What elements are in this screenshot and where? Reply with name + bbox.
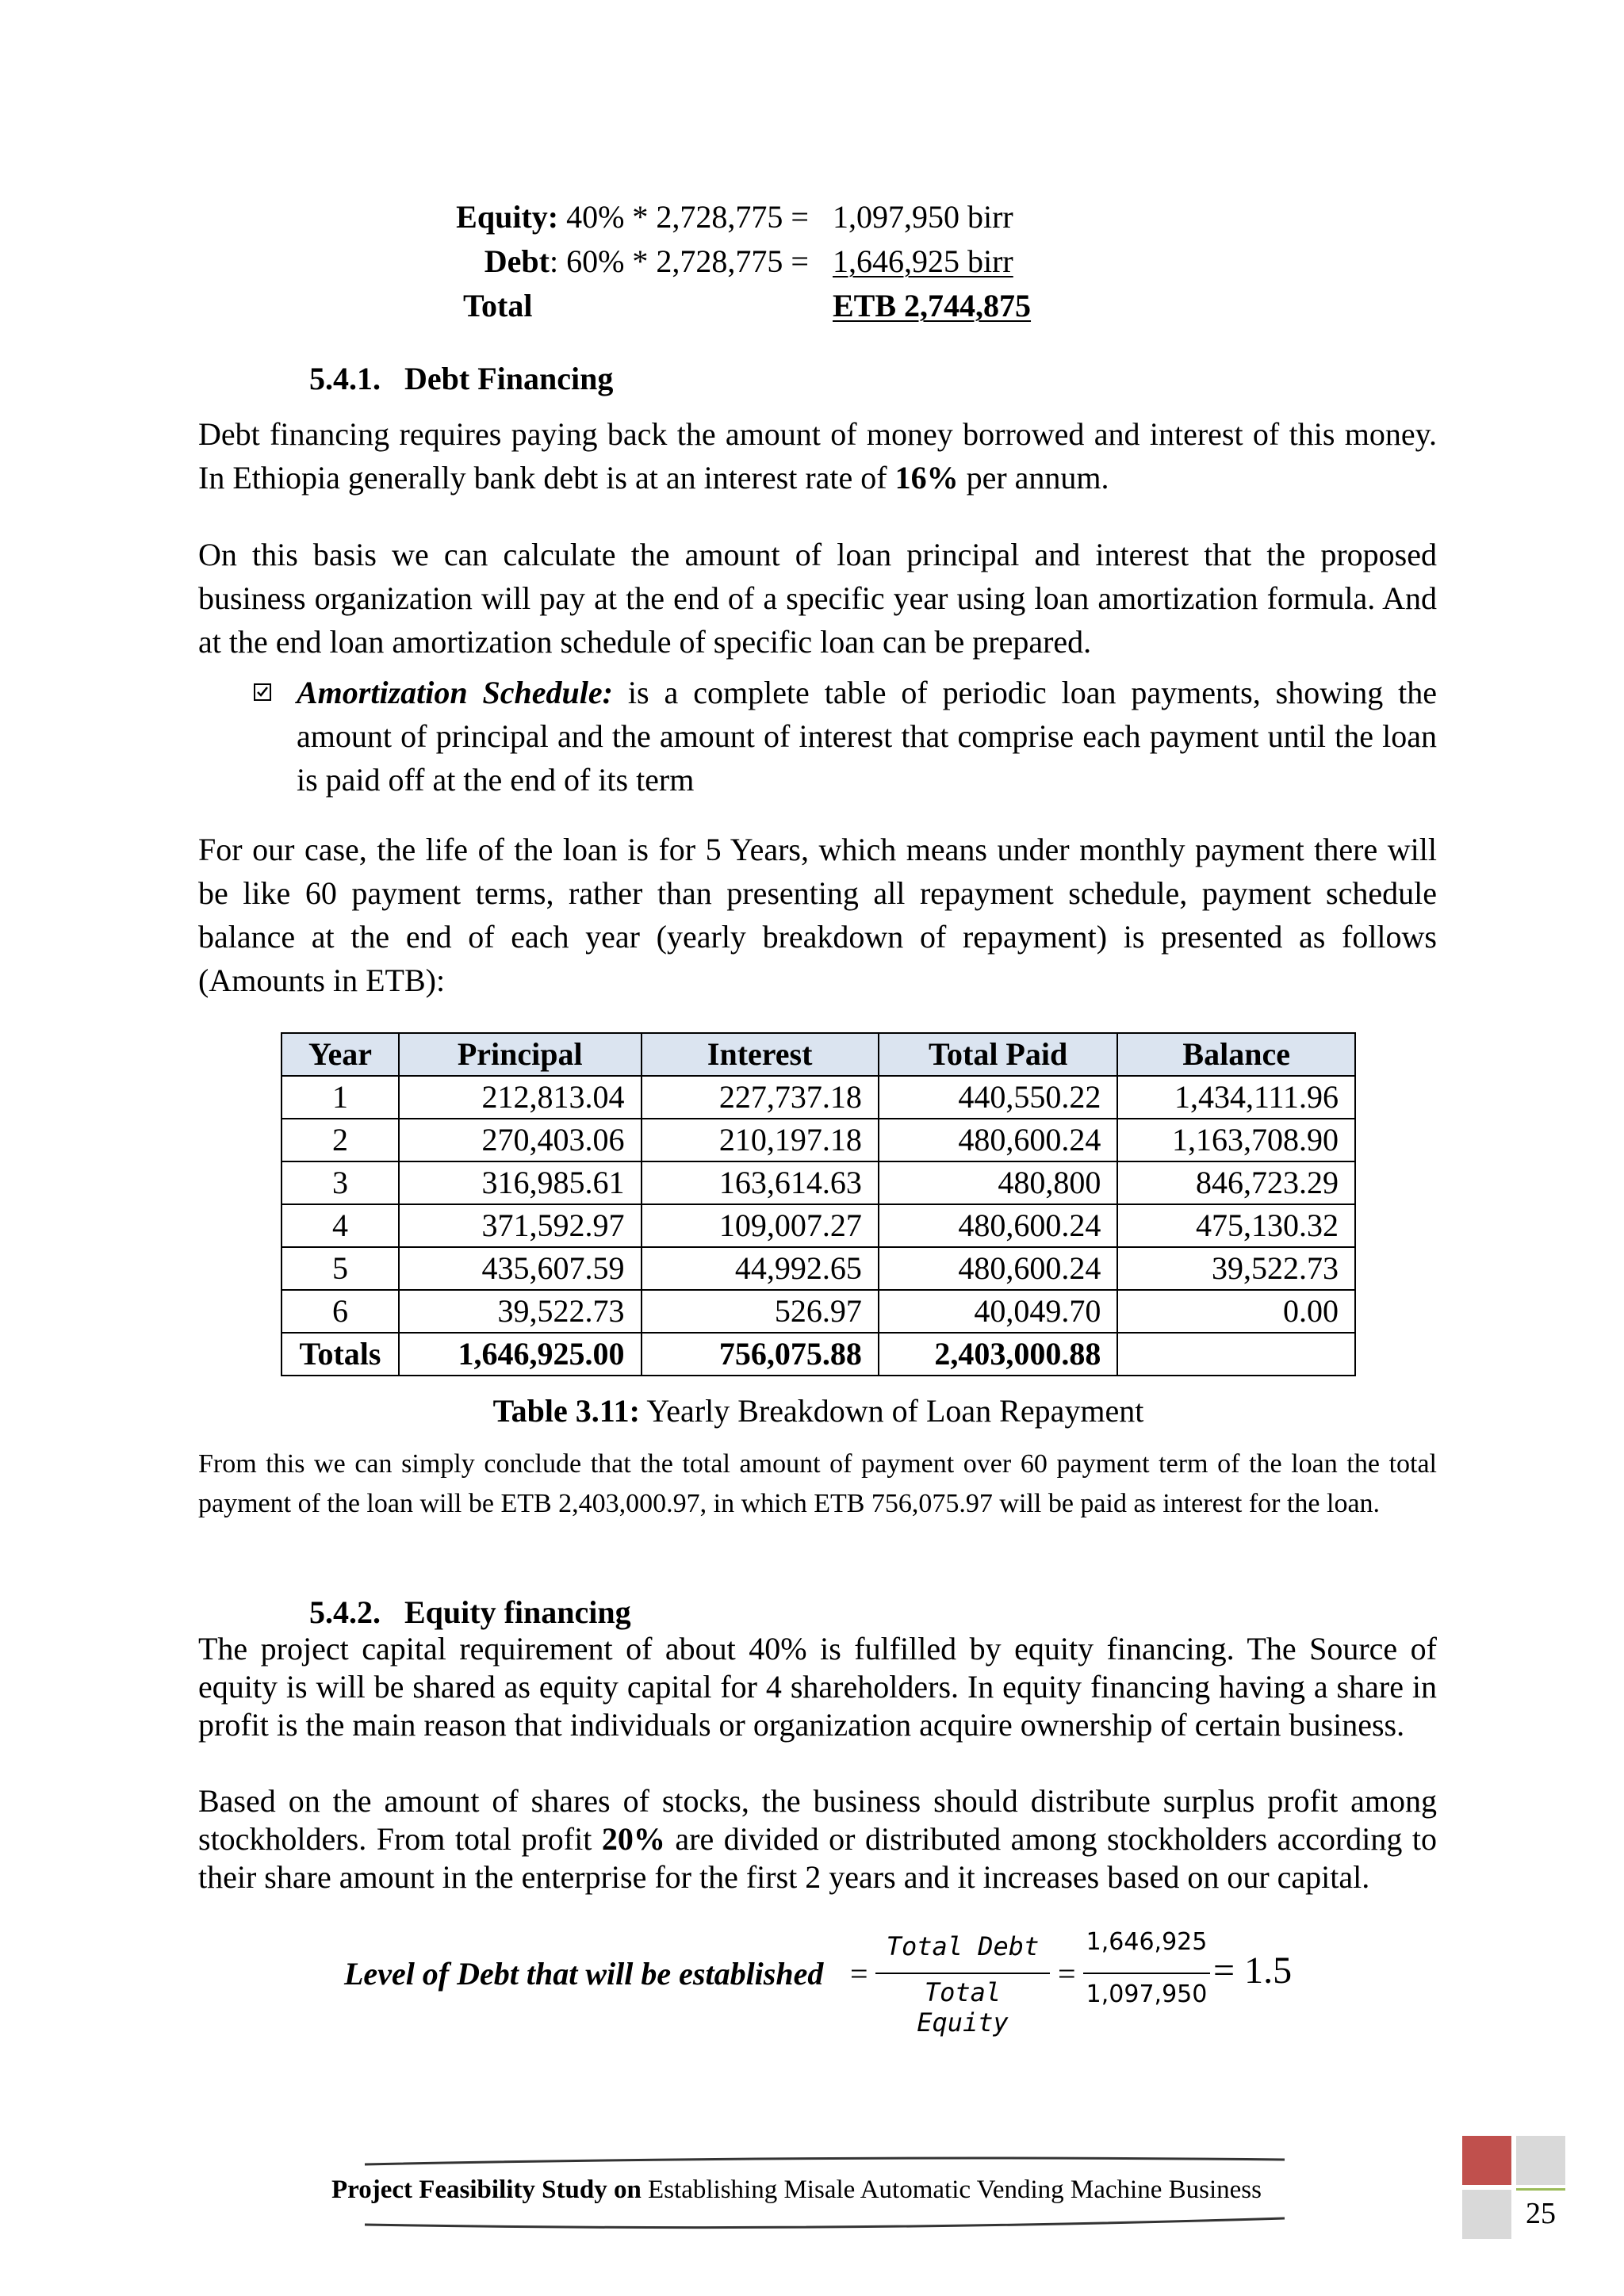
table-row [282,1076,1355,1119]
cell-year: 4 [282,1204,399,1247]
loan-life-paragraph: For our case, the life of the loan is for 5 Years, which means under monthly payment there will be like 60 payment terms, rather than presenting all repayment schedule, payment schedule balance at the end of each year (yearly breakdown of repayment) is presented as follows (Amounts in ETB): [198,832,1437,998]
table-totals-row [282,1333,1355,1376]
formula-label: Level of Debt that will be established [344,1956,824,1992]
cell-balance: 475,130.32 [1117,1204,1355,1247]
cell-interest: 44,992.65 [642,1247,879,1290]
table-caption [281,1392,1356,1429]
footer-grey-block [1462,2190,1511,2239]
cell-year: 1 [282,1076,399,1119]
fraction-numerator: Total Debt [886,1931,1040,1961]
conclusion-paragraph: From this we can simply conclude that the total amount of payment over 60 payment term of the loan the total payment of the loan will be ETB 2,403,000.97, in which ETB 756,075.97 will be paid as interest for the loan. [198,1449,1437,1518]
cell-total-interest: 756,075.88 [642,1333,879,1376]
fraction-denominator-value: 1,097,950 [1086,1980,1208,2008]
paragraph-text: are divided or distributed among stockholders according to their share amount in the enterprise for the first 2 years and it increases based on our capital. [198,1821,1437,1895]
header-balance: Balance [1117,1033,1355,1076]
equity-row [0,195,809,239]
section-heading-debt-financing: 5.4.1. Debt Financing [309,361,614,396]
formula-equals: = [1058,1956,1076,1992]
cell-balance: 1,434,111.96 [1117,1076,1355,1119]
cell-totals-label: Totals [282,1333,399,1376]
cell-total-paid-sum: 2,403,000.88 [879,1333,1118,1376]
cell-total-balance [1117,1333,1355,1376]
fraction-bar [875,1973,1050,1974]
amortization-formula-paragraph: On this basis we can calculate the amount of loan principal and interest that the proposed business organization will pay at the end of a specific year using loan amortization formula. And at the end loan amortization schedule of specific loan can be prepared. [198,537,1437,660]
debt-row [0,239,809,284]
debt-financing-paragraph [198,412,1437,499]
table-row [282,1161,1355,1204]
checkbox-bullet-icon [254,683,271,701]
table-row [282,1204,1355,1247]
cell-total-paid: 440,550.22 [879,1076,1118,1119]
profit-rate: 20% [601,1821,665,1857]
paragraph-text: Based on the amount of shares of stocks, the business should distribute surplus profit among stockholders. From total profit [198,1783,1437,1857]
cell-total-paid: 480,600.24 [879,1119,1118,1161]
cell-balance: 1,163,708.90 [1117,1119,1355,1161]
debt-expression: : 60% * 2,728,775 = [550,243,809,279]
cell-principal: 316,985.61 [399,1161,642,1204]
footer-red-block [1462,2136,1511,2185]
footer-project-title [331,2175,1262,2205]
cell-principal: 39,522.73 [399,1290,642,1333]
table-row [282,1290,1355,1333]
cell-principal: 212,813.04 [399,1076,642,1119]
loan-repayment-table [281,1032,1356,1376]
cell-interest: 227,737.18 [642,1076,879,1119]
cell-principal: 270,403.06 [399,1119,642,1161]
cell-total-paid: 40,049.70 [879,1290,1118,1333]
table-row [282,1119,1355,1161]
equity-label: Equity: [456,199,559,235]
cell-year: 5 [282,1247,399,1290]
cell-balance: 39,522.73 [1117,1247,1355,1290]
fraction-numerator-value: 1,646,925 [1086,1928,1208,1956]
equity-expression: 40% * 2,728,775 = [558,199,809,235]
cell-principal: 371,592.97 [399,1204,642,1247]
header-total-paid: Total Paid [879,1033,1118,1076]
cell-total-paid: 480,600.24 [879,1247,1118,1290]
cell-year: 2 [282,1119,399,1161]
header-interest: Interest [642,1033,879,1076]
cell-balance: 0.00 [1117,1290,1355,1333]
debt-label: Debt [484,243,550,279]
total-label: Total [463,288,533,323]
cell-principal: 435,607.59 [399,1247,642,1290]
bullet-text: is a complete table of periodic loan payments, showing the amount of principal and the amount of interest that comprise each payment until the loan is paid off at the end of its term [297,675,1438,798]
caption-text: Yearly Breakdown of Loan Repayment [639,1393,1144,1429]
table-row [282,1247,1355,1290]
total-value: ETB 2,744,875 [833,288,1032,323]
page-number: 25 [1526,2197,1556,2230]
paragraph-text: per annum. [958,460,1109,496]
formula-result: = 1.5 [1213,1950,1293,1992]
equity-financing-paragraph: The project capital requirement of about 40% is fulfilled by equity financing. The Source of equity is will be shared as equity capital for 4 shareholders. In equity financing having a share in profit is the main reason that individuals or organization acquire ownership of certain business. [198,1631,1437,1743]
cell-interest: 109,007.27 [642,1204,879,1247]
footer-text: Establishing Misale Automatic Vending Machine Business [641,2175,1262,2204]
cell-total-paid: 480,800 [879,1161,1118,1204]
cell-total-paid: 480,600.24 [879,1204,1118,1247]
cell-total-principal: 1,646,925.00 [399,1333,642,1376]
formula-equals: = [850,1956,868,1992]
cell-interest: 526.97 [642,1290,879,1333]
header-year: Year [282,1033,399,1076]
paragraph-text: Debt financing requires paying back the amount of money borrowed and interest of this money. In Ethiopia generally bank debt is at an interest rate of [198,416,1437,496]
cell-interest: 210,197.18 [642,1119,879,1161]
footer-bold-text: Project Feasibility Study on [331,2175,642,2204]
section-heading-equity-financing: 5.4.2. Equity financing [309,1594,631,1630]
header-principal: Principal [399,1033,642,1076]
bullet-term: Amortization Schedule: [297,675,613,710]
cell-interest: 163,614.63 [642,1161,879,1204]
caption-label: Table 3.11: [492,1393,640,1429]
table-header-row [282,1033,1355,1076]
interest-rate: 16% [894,460,959,496]
amortization-schedule-bullet [297,671,1437,802]
fraction-denominator: Total Equity [917,1977,1009,2038]
cell-year: 3 [282,1161,399,1204]
equity-value: 1,097,950 birr [833,199,1013,235]
debt-value: 1,646,925 birr [833,243,1013,279]
fraction-bar [1083,1973,1210,1974]
cell-year: 6 [282,1290,399,1333]
profit-distribution-paragraph [198,1782,1437,1896]
footer-grey-block [1516,2136,1565,2185]
cell-balance: 846,723.29 [1117,1161,1355,1204]
footer-green-line [1516,2188,1565,2191]
